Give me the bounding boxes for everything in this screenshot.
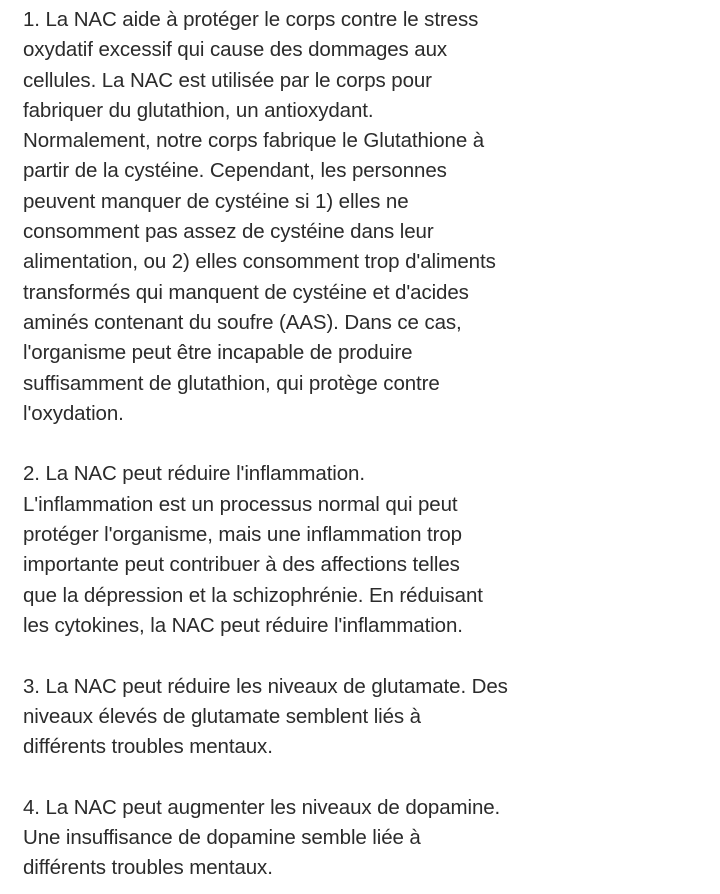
text-line: protéger l'organisme, mais une inflammation trop <box>23 523 462 547</box>
paragraph-spacer <box>23 762 543 792</box>
text-line: alimentation, ou 2) elles consomment trop d'aliments <box>23 250 496 274</box>
text-line: 1. La NAC aide à protéger le corps contre le stress <box>23 8 479 31</box>
text-line: différents troubles mentaux. <box>23 856 273 880</box>
paragraph-3 <box>23 672 543 763</box>
text-line: l'organisme peut être incapable de produire <box>23 341 413 365</box>
text-line: les cytokines, la NAC peut réduire l'inflammation. <box>23 613 463 637</box>
text-line: 2. La NAC peut réduire l'inflammation. <box>23 462 365 486</box>
text-line: niveaux élevés de glutamate semblent liés à <box>23 704 421 728</box>
paragraph-spacer <box>23 641 543 671</box>
text-line: Une insuffisance de dopamine semble liée à <box>23 826 421 850</box>
document-body <box>23 5 543 884</box>
text-line: aminés contenant du soufre (AAS). Dans ce cas, <box>23 310 462 334</box>
text-line: oxydatif excessif qui cause des dommages aux <box>23 38 448 62</box>
paragraph-4 <box>23 793 543 884</box>
text-line: transformés qui manquent de cystéine et d'acides <box>23 280 469 304</box>
paragraph-2 <box>23 459 543 641</box>
text-line: importante peut contribuer à des affections telles <box>23 553 460 577</box>
text-line: Normalement, notre corps fabrique le Glutathione à <box>23 129 485 153</box>
text-line: 3. La NAC peut réduire les niveaux de glutamate. Des <box>23 674 508 698</box>
text-line: 4. La NAC peut augmenter les niveaux de dopamine. <box>23 795 501 819</box>
text-line: différents troubles mentaux. <box>23 735 273 759</box>
text-line: peuvent manquer de cystéine si 1) elles ne <box>23 189 409 213</box>
text-line: que la dépression et la schizophrénie. En réduisant <box>23 583 483 607</box>
text-line: L'inflammation est un processus normal qui peut <box>23 492 458 516</box>
text-line: cellules. La NAC est utilisée par le corps pour <box>23 68 432 92</box>
paragraph-spacer <box>23 429 543 459</box>
text-line: fabriquer du glutathion, un antioxydant. <box>23 98 374 122</box>
text-line: suffisamment de glutathion, qui protège contre <box>23 371 440 395</box>
text-line: l'oxydation. <box>23 401 124 425</box>
text-line: consomment pas assez de cystéine dans leur <box>23 220 434 244</box>
paragraph-1 <box>23 5 543 429</box>
text-line: partir de la cystéine. Cependant, les personnes <box>23 159 447 183</box>
